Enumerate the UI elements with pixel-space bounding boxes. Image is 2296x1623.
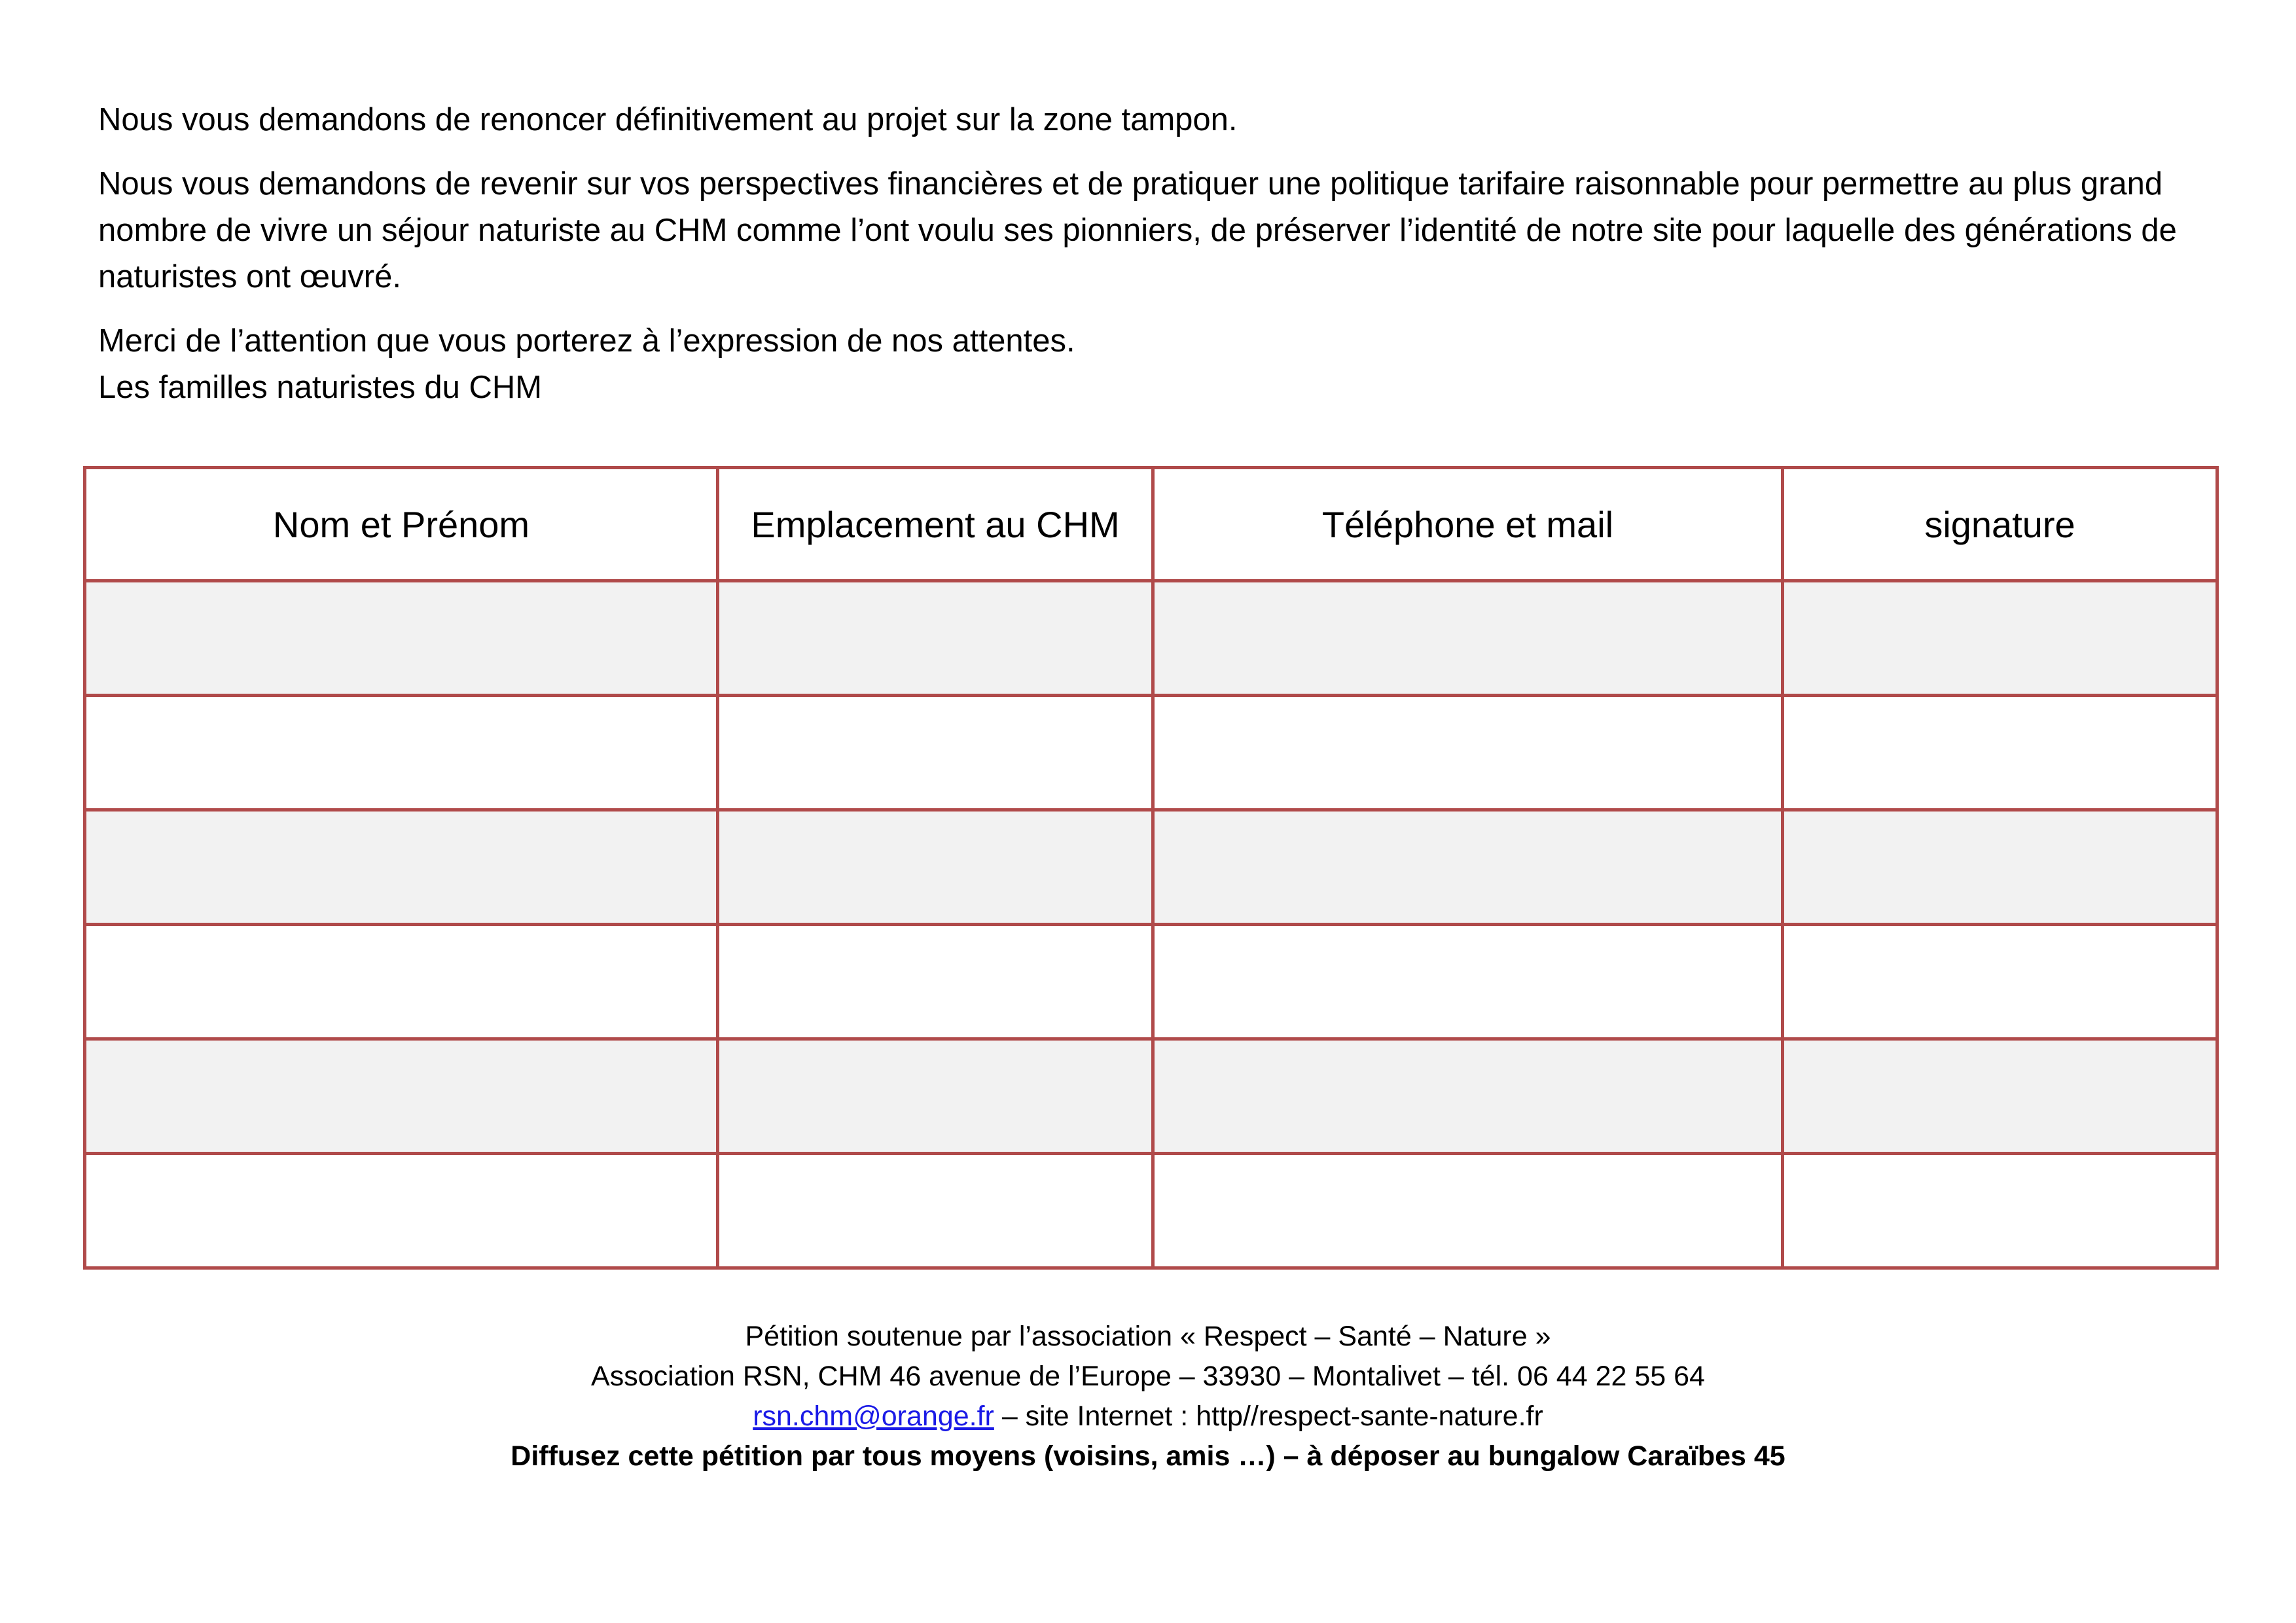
cell-telephone-mail[interactable] — [1153, 1154, 1783, 1268]
cell-emplacement[interactable] — [718, 581, 1153, 696]
demand-paragraph-tarifs: Nous vous demandons de revenir sur vos perspectives financières et de pratiquer une politique tarifaire raisonnable pour permettre au plus grand nombre de vivre un séjour naturiste au CHM comme l’ont voulu ses pionniers, de préserver l’identité de notre site pour laquelle des générations de naturistes ont œuvré. — [98, 166, 2177, 294]
cell-nom-prenom[interactable] — [85, 810, 718, 925]
address-line: Association RSN, CHM 46 avenue de l’Europe – 33930 – Montalivet – tél. 06 44 22 55 64 — [591, 1361, 1705, 1392]
header-telephone-mail: Téléphone et mail — [1153, 468, 1783, 581]
association-footer — [0, 1317, 2296, 1476]
cell-emplacement[interactable] — [718, 925, 1153, 1039]
cell-telephone-mail[interactable] — [1153, 810, 1783, 925]
table-row — [85, 810, 2217, 925]
header-emplacement: Emplacement au CHM — [718, 468, 1153, 581]
table-row — [85, 1154, 2217, 1268]
email-link[interactable]: rsn.chm@orange.fr — [753, 1400, 994, 1432]
cell-emplacement[interactable] — [718, 696, 1153, 810]
cell-signature[interactable] — [1783, 696, 2217, 810]
support-line: Pétition soutenue par l’association « Respect – Santé – Nature » — [745, 1321, 1551, 1352]
cell-nom-prenom[interactable] — [85, 1039, 718, 1154]
contact-line — [0, 1397, 2296, 1436]
website-text: – site Internet : http//respect-sante-nature.fr — [994, 1400, 1543, 1432]
signature-table — [83, 466, 2219, 1270]
header-signature: signature — [1783, 468, 2217, 581]
cell-emplacement[interactable] — [718, 1039, 1153, 1154]
cell-telephone-mail[interactable] — [1153, 581, 1783, 696]
header-nom-prenom: Nom et Prénom — [85, 468, 718, 581]
cell-signature[interactable] — [1783, 1154, 2217, 1268]
table-row — [85, 581, 2217, 696]
cell-telephone-mail[interactable] — [1153, 1039, 1783, 1154]
cell-telephone-mail[interactable] — [1153, 696, 1783, 810]
distribution-note: Diffusez cette pétition par tous moyens (voisins, amis …) – à déposer au bungalow Caraïbes 45 — [511, 1440, 1785, 1472]
cell-nom-prenom[interactable] — [85, 925, 718, 1039]
demand-paragraph-zone: Nous vous demandons de renoncer définitivement au projet sur la zone tampon. — [98, 102, 1238, 137]
cell-nom-prenom[interactable] — [85, 696, 718, 810]
cell-signature[interactable] — [1783, 925, 2217, 1039]
cell-signature[interactable] — [1783, 1039, 2217, 1154]
cell-emplacement[interactable] — [718, 1154, 1153, 1268]
table-header-row — [85, 468, 2217, 581]
cell-nom-prenom[interactable] — [85, 581, 718, 696]
signature-rows — [85, 581, 2217, 1268]
table-row — [85, 925, 2217, 1039]
cell-signature[interactable] — [1783, 581, 2217, 696]
cell-emplacement[interactable] — [718, 810, 1153, 925]
thanks-line: Merci de l’attention que vous porterez à l’expression de nos attentes. — [98, 323, 1075, 359]
petition-text — [98, 97, 2219, 411]
table-row — [85, 1039, 2217, 1154]
cell-signature[interactable] — [1783, 810, 2217, 925]
signoff-line: Les familles naturistes du CHM — [98, 370, 543, 405]
cell-nom-prenom[interactable] — [85, 1154, 718, 1268]
cell-telephone-mail[interactable] — [1153, 925, 1783, 1039]
table-row — [85, 696, 2217, 810]
